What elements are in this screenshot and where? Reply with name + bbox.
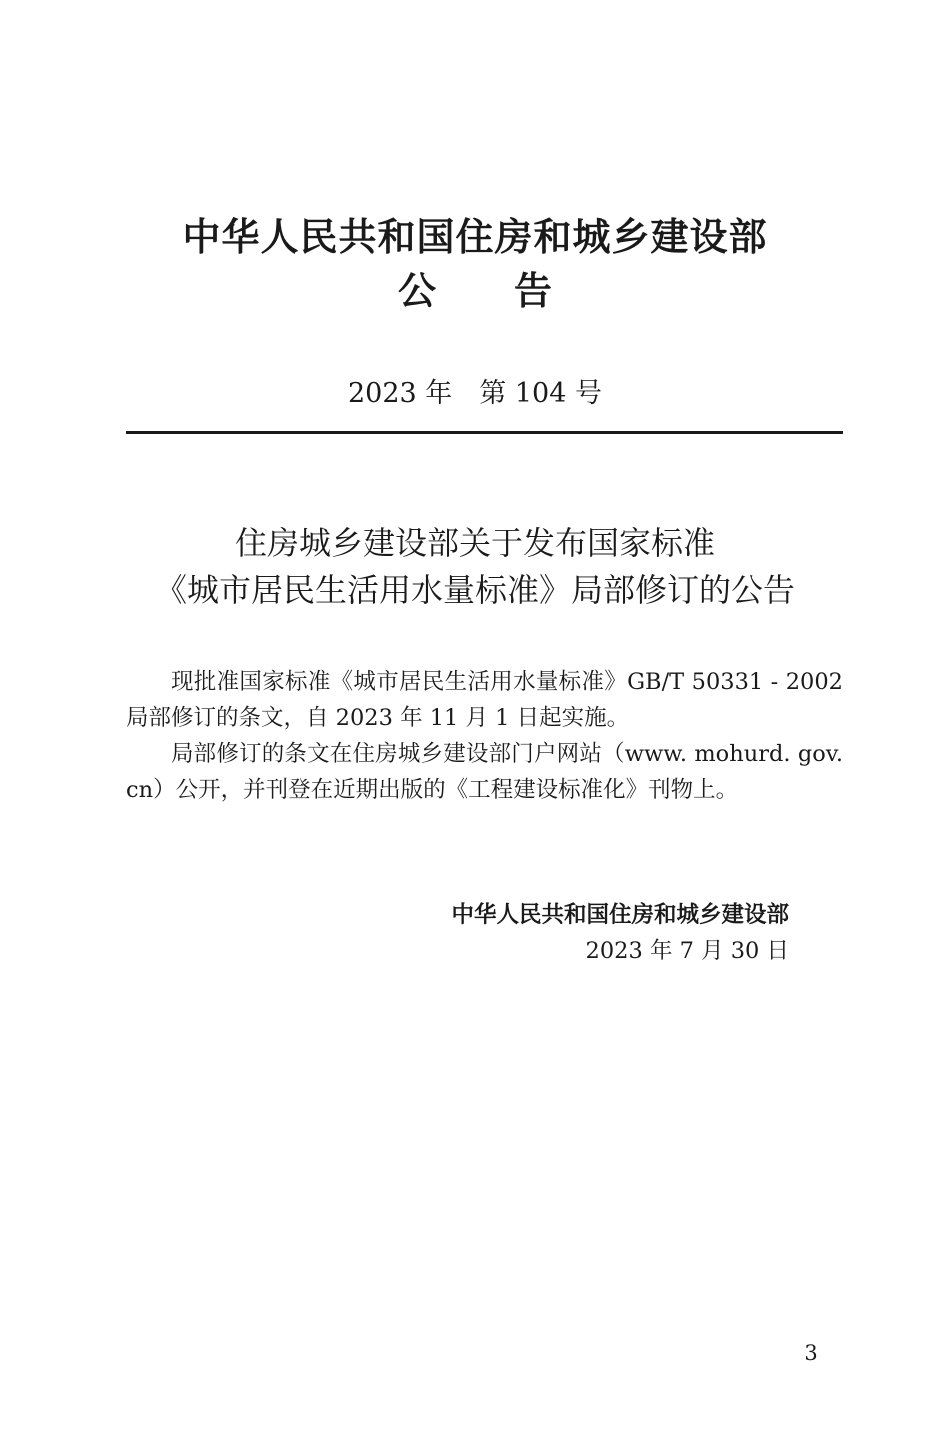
- subject-line-2: 《城市居民生活用水量标准》局部修订的公告: [154, 571, 795, 609]
- announcement-issuer-title: 中华人民共和国住房和城乡建设部: [182, 215, 768, 259]
- body-paragraph-2: 局部修订的条文在住房城乡建设部门户网站（www. mohurd. gov. cn）公开，并刊登在近期出版的《工程建设标准化》刊物上。: [126, 741, 843, 803]
- subject-line-1: 住房城乡建设部关于发布国家标准: [234, 524, 715, 562]
- signature-date: 2023 年 7 月 30 日: [585, 938, 789, 964]
- body-paragraph-1: 现批准国家标准《城市居民生活用水量标准》GB/T 50331 - 2002 局部修订的条文，自 2023 年 11 月 1 日起实施。: [126, 669, 843, 731]
- announcement-body: [126, 664, 843, 808]
- announcement-number: 2023 年 第 104 号: [348, 378, 602, 409]
- header-divider-rule: [126, 431, 843, 434]
- announcement-doc-type: 公告: [397, 269, 630, 313]
- page-number: 3: [804, 1341, 818, 1365]
- signature-issuer: 中华人民共和国住房和城乡建设部: [451, 902, 789, 928]
- announcement-subject: [0, 520, 950, 614]
